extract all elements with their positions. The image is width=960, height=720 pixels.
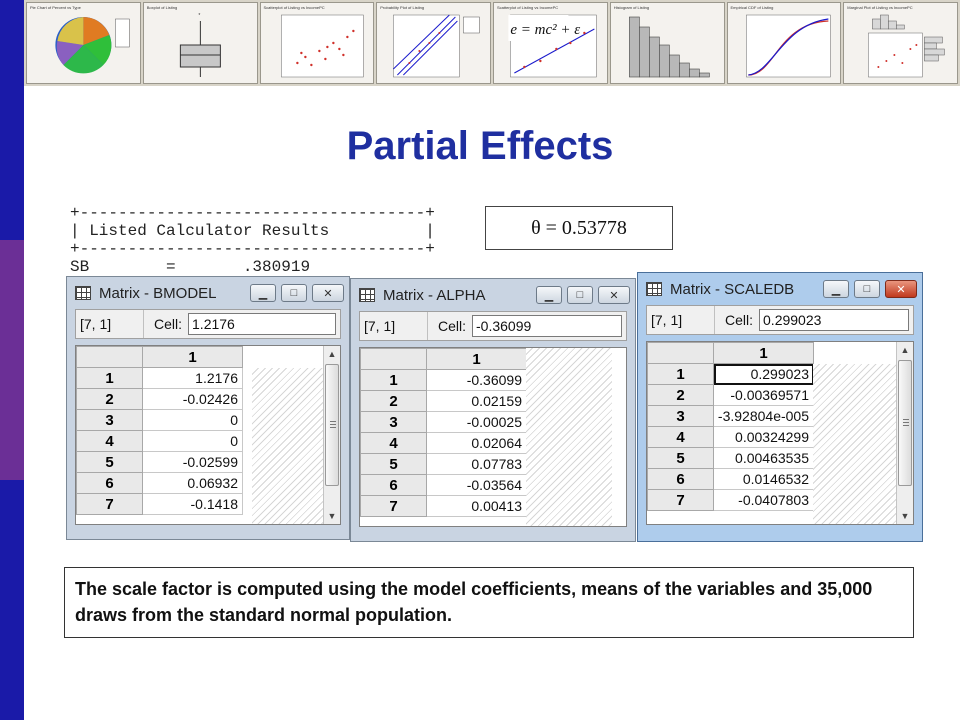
scatter-icon	[261, 3, 374, 83]
row-header[interactable]: 3	[648, 406, 714, 427]
window-title: Matrix - BMODEL	[99, 284, 217, 302]
row-header[interactable]: 2	[77, 389, 143, 410]
thumb-title: Empirical CDF of Listing	[730, 5, 774, 10]
cell-bar	[646, 305, 914, 335]
matrix-cell[interactable]: -0.03564	[427, 475, 527, 496]
page-title: Partial Effects	[346, 124, 614, 168]
table-row	[648, 406, 814, 427]
thumb-title: Histogram of Listing	[613, 5, 650, 10]
table-row	[361, 412, 527, 433]
minimize-button[interactable]: ▁	[536, 286, 562, 304]
cell-address: [7, 1]	[647, 306, 715, 334]
row-header[interactable]: 7	[648, 490, 714, 511]
column-header[interactable]: 1	[427, 349, 527, 370]
table-row	[77, 473, 243, 494]
slide-sidebar	[0, 0, 24, 720]
thumb-title: Scatterplot of Listing vs IncomePC	[497, 5, 559, 10]
thumb-title: Scatterplot of Listing vs IncomePC	[263, 5, 325, 10]
thumbnail-strip	[24, 0, 960, 86]
thumb-probability-plot	[376, 2, 491, 84]
cdf-icon	[728, 3, 841, 83]
theta-value-box: θ = 0.53778	[485, 206, 673, 250]
thumb-empirical-cdf	[727, 2, 842, 84]
close-button[interactable]: ✕	[312, 284, 344, 302]
matrix-cell[interactable]: -3.92804e-005	[714, 406, 814, 427]
table-row	[77, 410, 243, 431]
calc-header: | Listed Calculator Results |	[70, 222, 435, 240]
sidebar-accent	[0, 240, 24, 480]
matrix-cell[interactable]: 0.02064	[427, 433, 527, 454]
minimize-button[interactable]: ▁	[250, 284, 276, 302]
window-titlebar[interactable]	[638, 273, 922, 305]
matrix-grid[interactable]	[75, 345, 341, 525]
vertical-scrollbar[interactable]	[896, 342, 913, 524]
vertical-scrollbar[interactable]	[323, 346, 340, 524]
row-header[interactable]: 1	[361, 370, 427, 391]
table-row	[361, 370, 527, 391]
matrix-window-alpha[interactable]	[350, 278, 636, 542]
row-header[interactable]: 3	[361, 412, 427, 433]
calc-result: SB = .380919	[70, 258, 311, 276]
thumb-formula-scatter	[493, 2, 608, 84]
minimize-button[interactable]: ▁	[823, 280, 849, 298]
matrix-window-bmodel[interactable]	[66, 276, 350, 540]
matrix-cell[interactable]: -0.02599	[143, 452, 243, 473]
matrix-grid[interactable]	[646, 341, 914, 525]
window-title: Matrix - SCALEDB	[670, 280, 795, 298]
table-row	[648, 364, 814, 385]
row-header[interactable]: 5	[77, 452, 143, 473]
row-header[interactable]: 6	[648, 469, 714, 490]
matrix-grid-icon	[359, 288, 375, 302]
matrix-cell[interactable]: 1.2176	[143, 368, 243, 389]
calc-border-bottom: +------------------------------------+	[70, 240, 435, 258]
table-row	[361, 496, 527, 517]
matrix-cell[interactable]: 0.00324299	[714, 427, 814, 448]
window-titlebar[interactable]	[351, 279, 635, 311]
matrix-cell[interactable]: 0.00463535	[714, 448, 814, 469]
row-header[interactable]: 1	[648, 364, 714, 385]
close-button[interactable]: ✕	[885, 280, 917, 298]
scroll-thumb[interactable]	[898, 360, 912, 486]
window-title: Matrix - ALPHA	[383, 286, 486, 304]
thumb-title: Boxplot of Listing	[146, 5, 178, 10]
matrix-cell[interactable]: -0.00369571	[714, 385, 814, 406]
table-row	[648, 385, 814, 406]
thumb-title: Marginal Plot of Listing vs IncomePC	[847, 5, 913, 10]
svg-text:*: *	[198, 13, 201, 19]
row-header[interactable]: 4	[77, 431, 143, 452]
scroll-down-icon[interactable]: ▼	[327, 511, 337, 521]
empty-area	[252, 368, 326, 524]
matrix-cell[interactable]: -0.0407803	[714, 490, 814, 511]
thumb-marginal-plot	[843, 2, 958, 84]
corner-header	[648, 343, 714, 364]
cell-address: [7, 1]	[76, 310, 144, 338]
calc-border-top: +------------------------------------+	[70, 204, 435, 222]
thumb-title: Pie Chart of Percent vs Type	[30, 5, 81, 10]
row-header[interactable]: 7	[77, 494, 143, 515]
table-row	[648, 469, 814, 490]
matrix-cell[interactable]: 0.06932	[143, 473, 243, 494]
formula-scatter-icon	[494, 3, 607, 83]
explanation-note: The scale factor is computed using the model coefficients, means of the variables and 35,000 draws from the standard normal population.	[64, 567, 914, 638]
row-header[interactable]: 5	[361, 454, 427, 475]
scroll-up-icon[interactable]: ▲	[900, 345, 910, 355]
row-header[interactable]: 4	[361, 433, 427, 454]
corner-header	[77, 347, 143, 368]
maximize-button[interactable]: □	[854, 280, 880, 298]
matrix-cell[interactable]: -0.00025	[427, 412, 527, 433]
cell-label: Cell:	[725, 312, 754, 328]
row-header[interactable]: 2	[361, 391, 427, 412]
matrix-window-scaledb[interactable]	[637, 272, 923, 542]
cell-value-input[interactable]: -0.36099	[472, 315, 622, 337]
matrix-cell[interactable]: 0	[143, 410, 243, 431]
matrix-cell[interactable]: 0.0146532	[714, 469, 814, 490]
matrix-grid-icon	[75, 286, 91, 300]
probability-plot-icon	[377, 3, 490, 83]
thumb-scatterplot	[260, 2, 375, 84]
table-row	[361, 475, 527, 496]
cell-value-input[interactable]: 1.2176	[188, 313, 336, 335]
cell-value-input[interactable]: 0.299023	[759, 309, 909, 331]
row-header[interactable]: 7	[361, 496, 427, 517]
cell-address: [7, 1]	[360, 312, 428, 340]
table-row	[361, 391, 527, 412]
maximize-button[interactable]: □	[567, 286, 593, 304]
table-row	[77, 452, 243, 473]
thumb-histogram	[610, 2, 725, 84]
matrix-cell[interactable]: -0.1418	[143, 494, 243, 515]
table-row	[77, 389, 243, 410]
marginal-plot-icon	[844, 3, 957, 83]
row-header[interactable]: 4	[648, 427, 714, 448]
table-row	[77, 431, 243, 452]
empty-area	[813, 364, 899, 524]
matrix-grid[interactable]	[359, 347, 627, 527]
selected-matrix-cell[interactable]: 0.299023	[714, 364, 814, 385]
close-button[interactable]: ✕	[598, 286, 630, 304]
table-row	[77, 368, 243, 389]
thumb-pie-chart	[26, 2, 141, 84]
matrix-table	[360, 348, 527, 517]
row-header[interactable]: 2	[648, 385, 714, 406]
row-header[interactable]: 6	[361, 475, 427, 496]
cell-label: Cell:	[438, 318, 467, 334]
table-row	[77, 494, 243, 515]
row-header[interactable]: 1	[77, 368, 143, 389]
table-row	[361, 454, 527, 475]
table-row	[648, 448, 814, 469]
window-titlebar[interactable]	[67, 277, 349, 309]
row-header[interactable]: 6	[77, 473, 143, 494]
scroll-thumb[interactable]	[325, 364, 339, 486]
cell-label: Cell:	[154, 316, 183, 332]
boxplot-icon	[144, 3, 257, 83]
empty-area	[526, 348, 612, 526]
matrix-cell[interactable]: 0	[143, 431, 243, 452]
scroll-up-icon[interactable]: ▲	[327, 349, 337, 359]
matrix-cell[interactable]: 0.00413	[427, 496, 527, 517]
matrix-table	[647, 342, 814, 511]
matrix-cell[interactable]: -0.02426	[143, 389, 243, 410]
matrix-grid-icon	[646, 282, 662, 296]
maximize-button[interactable]: □	[281, 284, 307, 302]
cell-bar	[359, 311, 627, 341]
matrix-cell[interactable]: -0.36099	[427, 370, 527, 391]
cell-bar	[75, 309, 341, 339]
matrix-cell[interactable]: 0.07783	[427, 454, 527, 475]
column-header[interactable]: 1	[714, 343, 814, 364]
scroll-down-icon[interactable]: ▼	[900, 511, 910, 521]
formula-text: e = mc² + ε	[510, 22, 581, 38]
row-header[interactable]: 3	[77, 410, 143, 431]
matrix-cell[interactable]: 0.02159	[427, 391, 527, 412]
table-row	[648, 490, 814, 511]
corner-header	[361, 349, 427, 370]
histogram-icon	[611, 3, 724, 83]
column-header[interactable]: 1	[143, 347, 243, 368]
row-header[interactable]: 5	[648, 448, 714, 469]
calculator-results	[70, 204, 435, 276]
table-row	[361, 433, 527, 454]
thumb-title: Probability Plot of Listing	[380, 5, 425, 10]
matrix-table	[76, 346, 243, 515]
pie-chart-icon	[27, 3, 140, 83]
table-row	[648, 427, 814, 448]
thumb-boxplot	[143, 2, 258, 84]
